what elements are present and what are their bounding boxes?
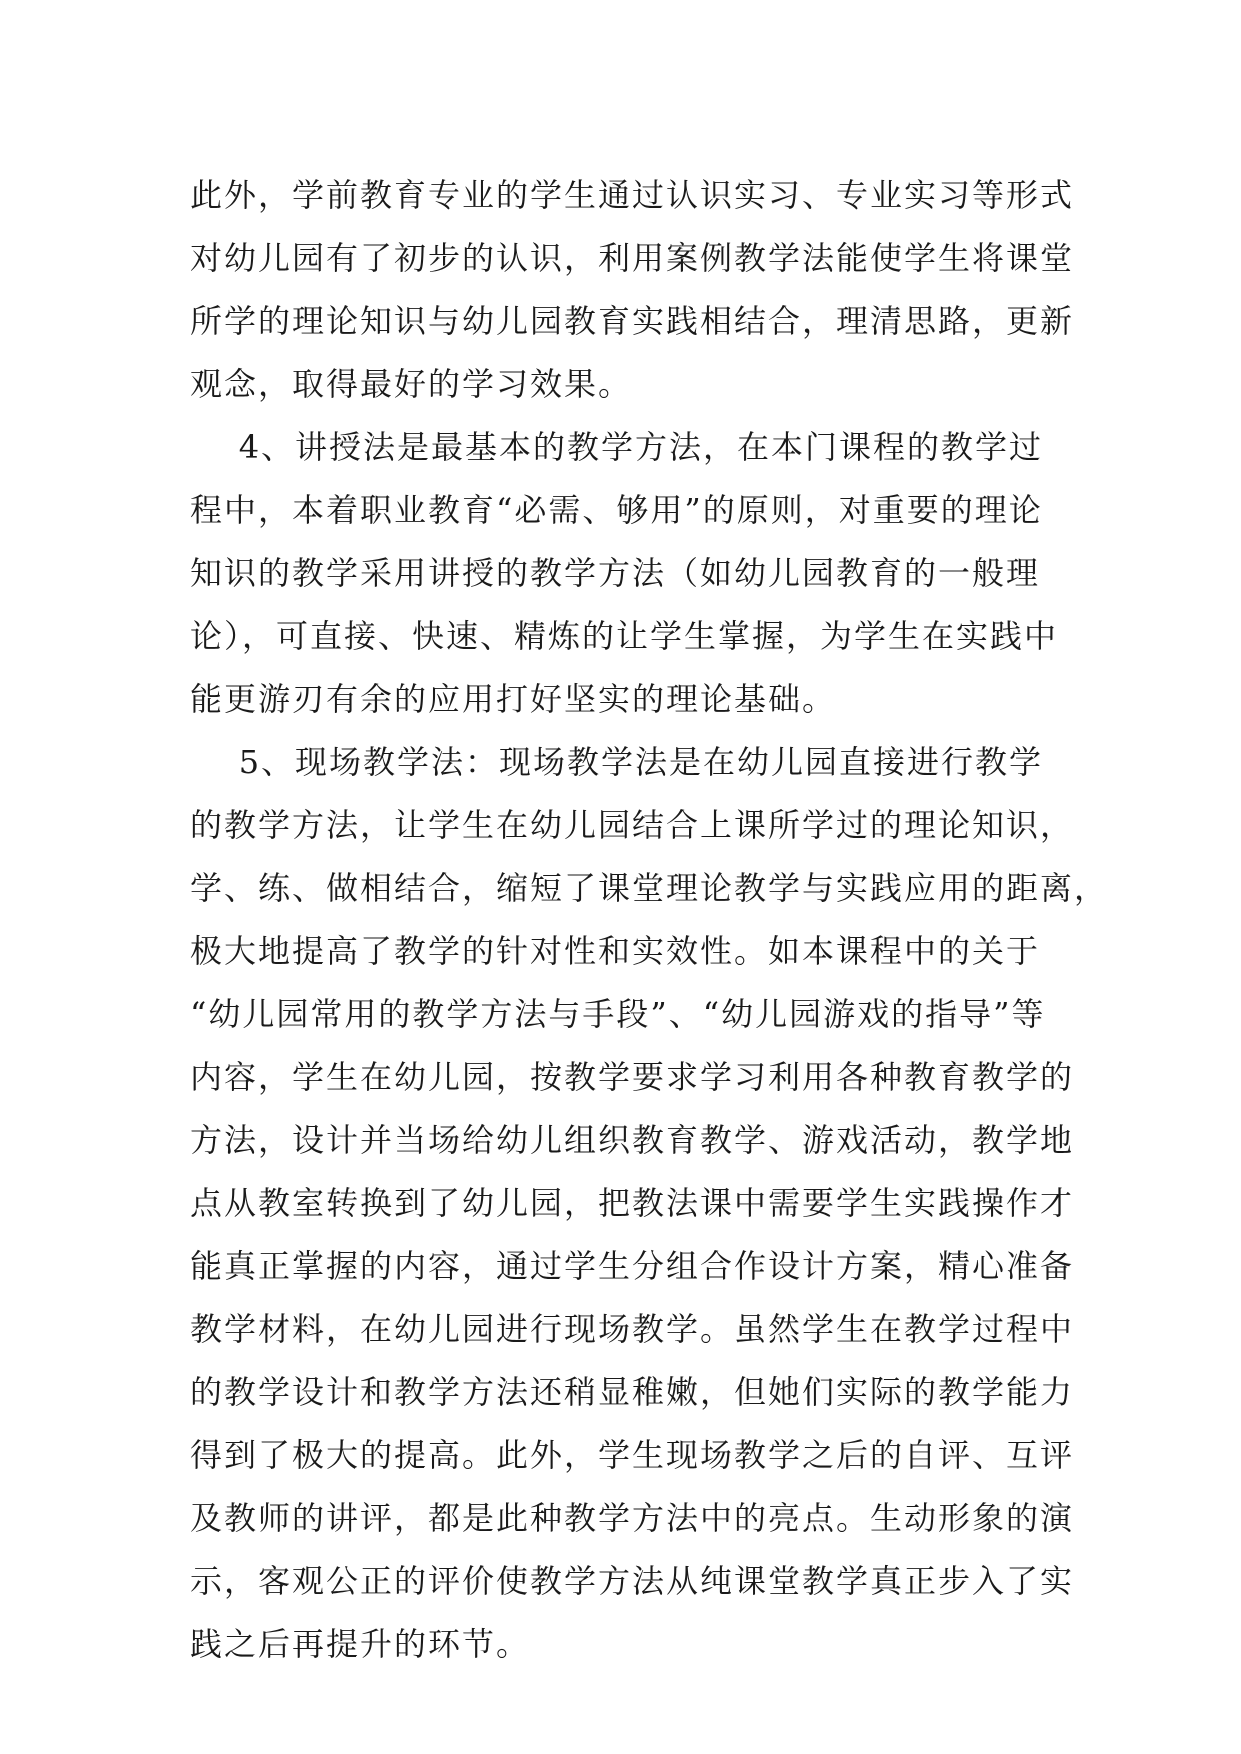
text-line: 能更游刃有余的应用打好坚实的理论基础。 <box>190 680 837 718</box>
text-line: 5、现场教学法：现场教学法是在幼儿园直接进行教学 <box>190 743 1044 781</box>
text-line: 教学材料，在幼儿园进行现场教学。虽然学生在教学过程中 <box>190 1310 1075 1348</box>
text-line: 此外，学前教育专业的学生通过认识实习、专业实习等形式 <box>190 176 1075 214</box>
text-line: 示，客观公正的评价使教学方法从纯课堂教学真正步入了实 <box>190 1562 1075 1600</box>
text-line: 知识的教学采用讲授的教学方法（如幼儿园教育的一般理 <box>190 554 1041 592</box>
text-line: 观念，取得最好的学习效果。 <box>190 365 633 403</box>
text-line: 得到了极大的提高。此外，学生现场教学之后的自评、互评 <box>190 1436 1075 1474</box>
text-line: 及教师的讲评，都是此种教学方法中的亮点。生动形象的演 <box>190 1499 1075 1537</box>
text-line: 的教学设计和教学方法还稍显稚嫩，但她们实际的教学能力 <box>190 1373 1075 1411</box>
text-line: 所学的理论知识与幼儿园教育实践相结合，理清思路，更新 <box>190 302 1075 340</box>
text-line: “幼儿园常用的教学方法与手段”、“幼儿园游戏的指导”等 <box>190 995 1046 1033</box>
text-line: 点从教室转换到了幼儿园，把教法课中需要学生实践操作才 <box>190 1184 1075 1222</box>
text-line: 极大地提高了教学的针对性和实效性。如本课程中的关于 <box>190 932 1041 970</box>
text-line: 论），可直接、快速、精炼的让学生掌握，为学生在实践中 <box>190 617 1059 655</box>
text-line: 内容，学生在幼儿园，按教学要求学习利用各种教育教学的 <box>190 1058 1075 1096</box>
text-line: 践之后再提升的环节。 <box>190 1625 531 1663</box>
body-text <box>190 164 1109 1676</box>
text-line: 学、练、做相结合，缩短了课堂理论教学与实践应用的距离， <box>190 869 1109 907</box>
text-line: 方法，设计并当场给幼儿组织教育教学、游戏活动，教学地 <box>190 1121 1075 1159</box>
text-line: 4、讲授法是最基本的教学方法，在本门课程的教学过 <box>190 428 1044 466</box>
text-line: 程中，本着职业教育“必需、够用”的原则，对重要的理论 <box>190 491 1043 529</box>
text-line: 对幼儿园有了初步的认识，利用案例教学法能使学生将课堂 <box>190 239 1075 277</box>
text-line: 的教学方法，让学生在幼儿园结合上课所学过的理论知识， <box>190 806 1075 844</box>
text-line: 能真正掌握的内容，通过学生分组合作设计方案，精心准备 <box>190 1247 1075 1285</box>
